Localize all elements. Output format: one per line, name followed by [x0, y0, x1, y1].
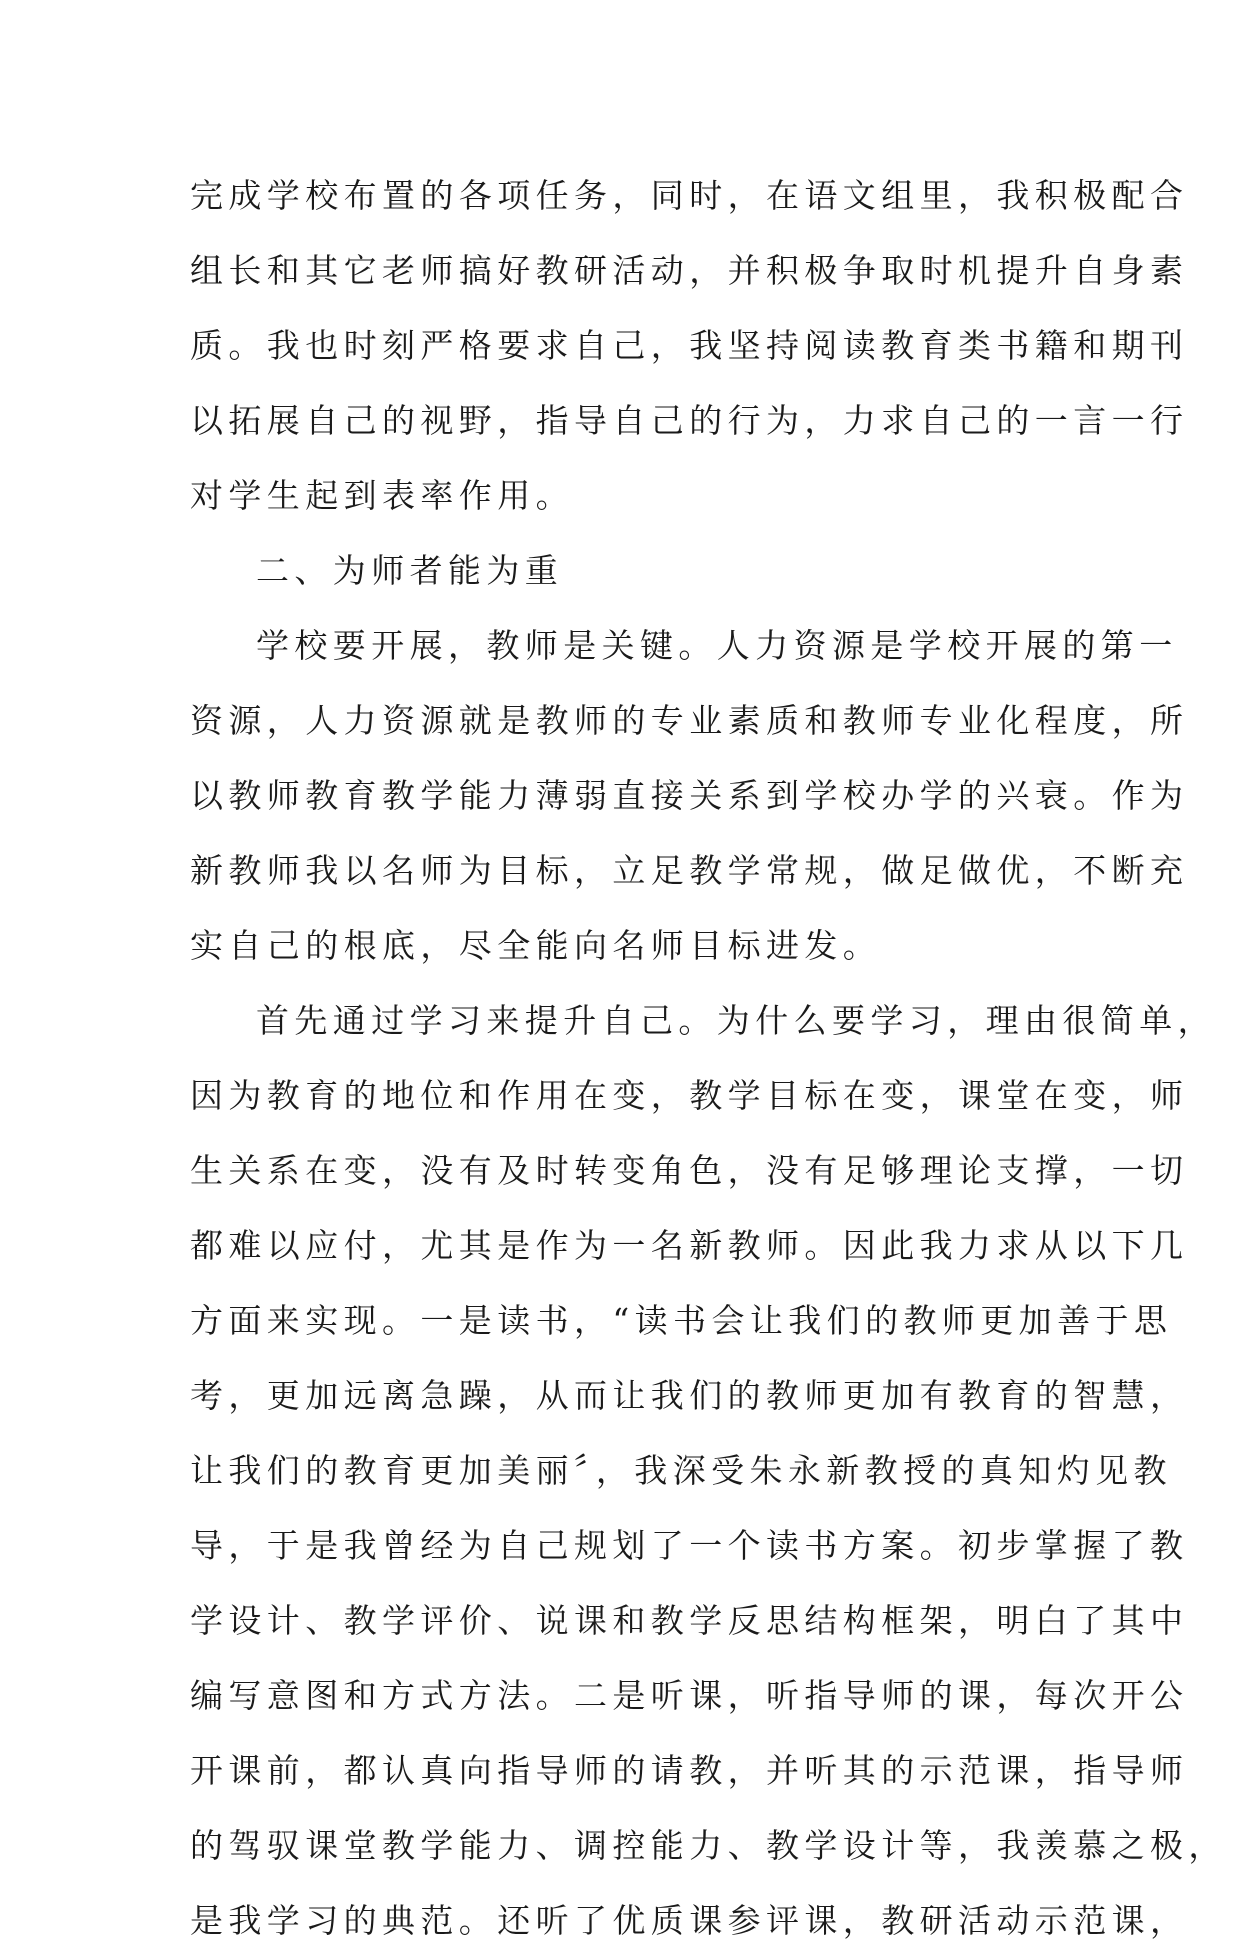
text-line: 学校要开展，教师是关键。人力资源是学校开展的第一	[256, 626, 1178, 665]
text-line: 因为教育的地位和作用在变，教学目标在变，课堂在变，师	[190, 1076, 1189, 1115]
text-line: 组长和其它老师搞好教研活动，并积极争取时机提升自身素	[190, 251, 1189, 290]
text-line: 首先通过学习来提升自己。为什么要学习，理由很简单，	[256, 1001, 1216, 1040]
text-line: 新教师我以名师为目标，立足教学常规，做足做优，不断充	[190, 851, 1189, 890]
text-line: 实自己的根底，尽全能向名师目标进发。	[190, 926, 882, 965]
text-line: 方面来实现。一是读书，“读书会让我们的教师更加善于思	[190, 1301, 1173, 1340]
text-line: 以教师教育教学能力薄弱直接关系到学校办学的兴衰。作为	[190, 776, 1189, 815]
text-line: 导，于是我曾经为自己规划了一个读书方案。初步掌握了教	[190, 1526, 1189, 1565]
text-line: 完成学校布置的各项任务，同时，在语文组里，我积极配合	[190, 176, 1189, 215]
section-heading: 二、为师者能为重	[256, 551, 564, 590]
text-line: 的驾驭课堂教学能力、调控能力、教学设计等，我羡慕之极，	[190, 1826, 1227, 1865]
text-line: 对学生起到表率作用。	[190, 476, 574, 515]
text-line: 以拓展自己的视野，指导自己的行为，力求自己的一言一行	[190, 401, 1189, 440]
text-line: 让我们的教育更加美丽〞，我深受朱永新教授的真知灼见教	[190, 1451, 1172, 1490]
text-line: 质。我也时刻严格要求自己，我坚持阅读教育类书籍和期刊	[190, 326, 1189, 365]
text-line: 编写意图和方式方法。二是听课，听指导师的课，每次开公	[190, 1676, 1189, 1715]
document-body	[190, 158, 1227, 1958]
text-line: 资源，人力资源就是教师的专业素质和教师专业化程度，所	[190, 701, 1189, 740]
text-line: 开课前，都认真向指导师的请教，并听其的示范课，指导师	[190, 1751, 1189, 1790]
text-line: 是我学习的典范。还听了优质课参评课，教研活动示范课，	[190, 1901, 1189, 1940]
text-line: 都难以应付，尤其是作为一名新教师。因此我力求从以下几	[190, 1226, 1189, 1265]
text-line: 考，更加远离急躁，从而让我们的教师更加有教育的智慧，	[190, 1376, 1189, 1415]
text-line: 生关系在变，没有及时转变角色，没有足够理论支撑，一切	[190, 1151, 1189, 1190]
text-line: 学设计、教学评价、说课和教学反思结构框架，明白了其中	[190, 1601, 1189, 1640]
